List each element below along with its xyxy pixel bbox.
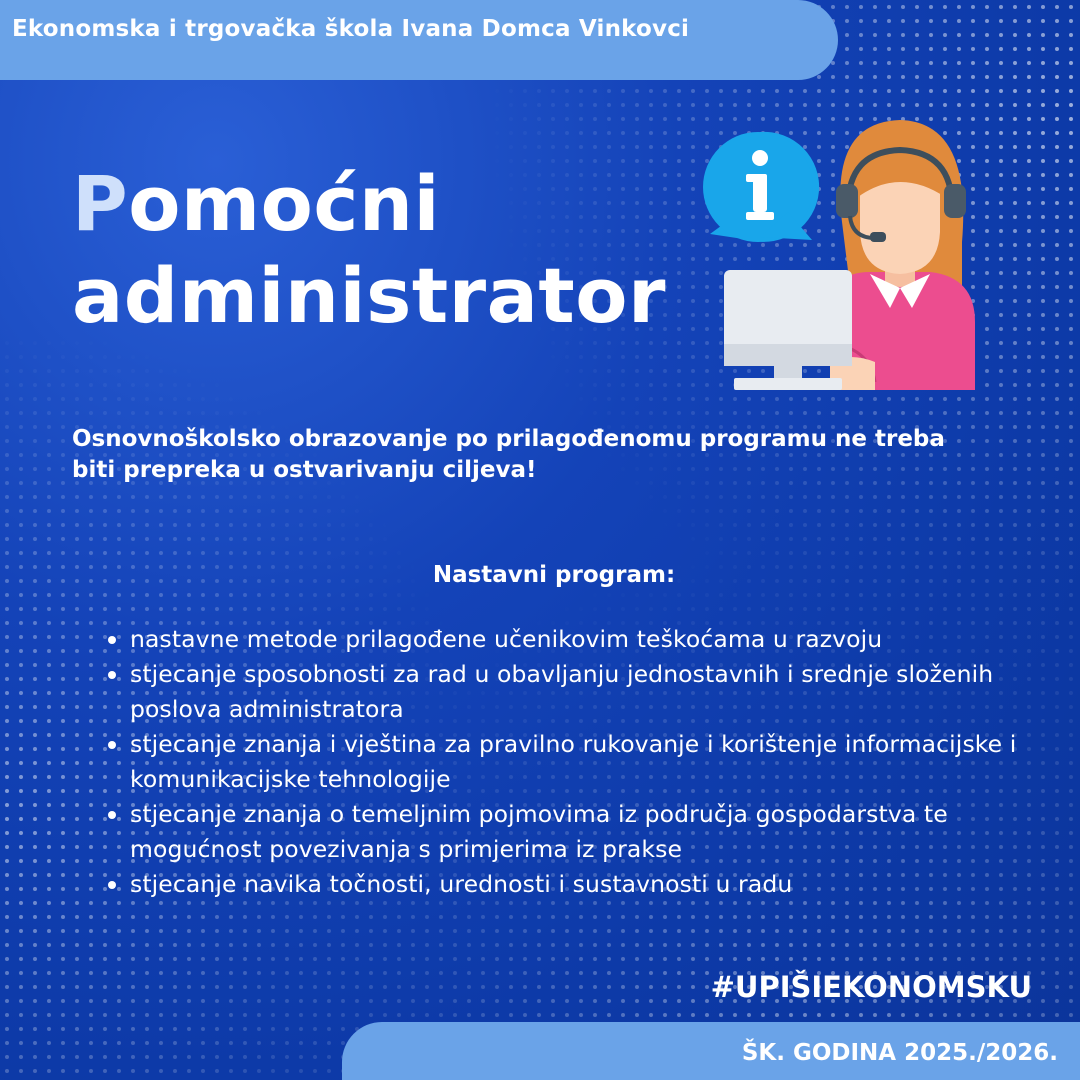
school-name: Ekonomska i trgovačka škola Ivana Domca Vinkovci [12,16,690,42]
title-first-letter: P [72,159,129,248]
helpdesk-operator-icon [700,112,980,397]
info-icon [703,132,819,242]
list-item: nastavne metode prilagođene učenikovim teškoćama u razvoju [104,622,1034,657]
title-line-2: administrator [72,251,666,340]
list-item: stjecanje znanja i vještina za pravilno rukovanje i korištenje informacijske i komunikacijske tehnologije [104,727,1034,797]
title-line-1-rest: omoćni [128,159,441,248]
page-title [72,158,666,342]
list-item: stjecanje znanja o temeljnim pojmovima iz područja gospodarstva te mogućnost povezivanja s primjerima iz prakse [104,797,1034,867]
program-heading: Nastavni program: [432,562,676,588]
intro-text: Osnovnoškolsko obrazovanje po prilagođenomu programu ne treba biti prepreka u ostvarivanju ciljeva! [72,426,945,483]
list-item: stjecanje navika točnosti, urednosti i sustavnosti u radu [104,867,1034,902]
title-line-1 [72,158,666,250]
school-year: ŠK. GODINA 2025./2026. [741,1040,1058,1066]
list-item: stjecanje sposobnosti za rad u obavljanju jednostavnih i srednje složenih poslova administratora [104,657,1034,727]
program-list [104,622,1034,902]
hashtag: #UPIŠIEKONOMSKU [710,970,1032,1004]
